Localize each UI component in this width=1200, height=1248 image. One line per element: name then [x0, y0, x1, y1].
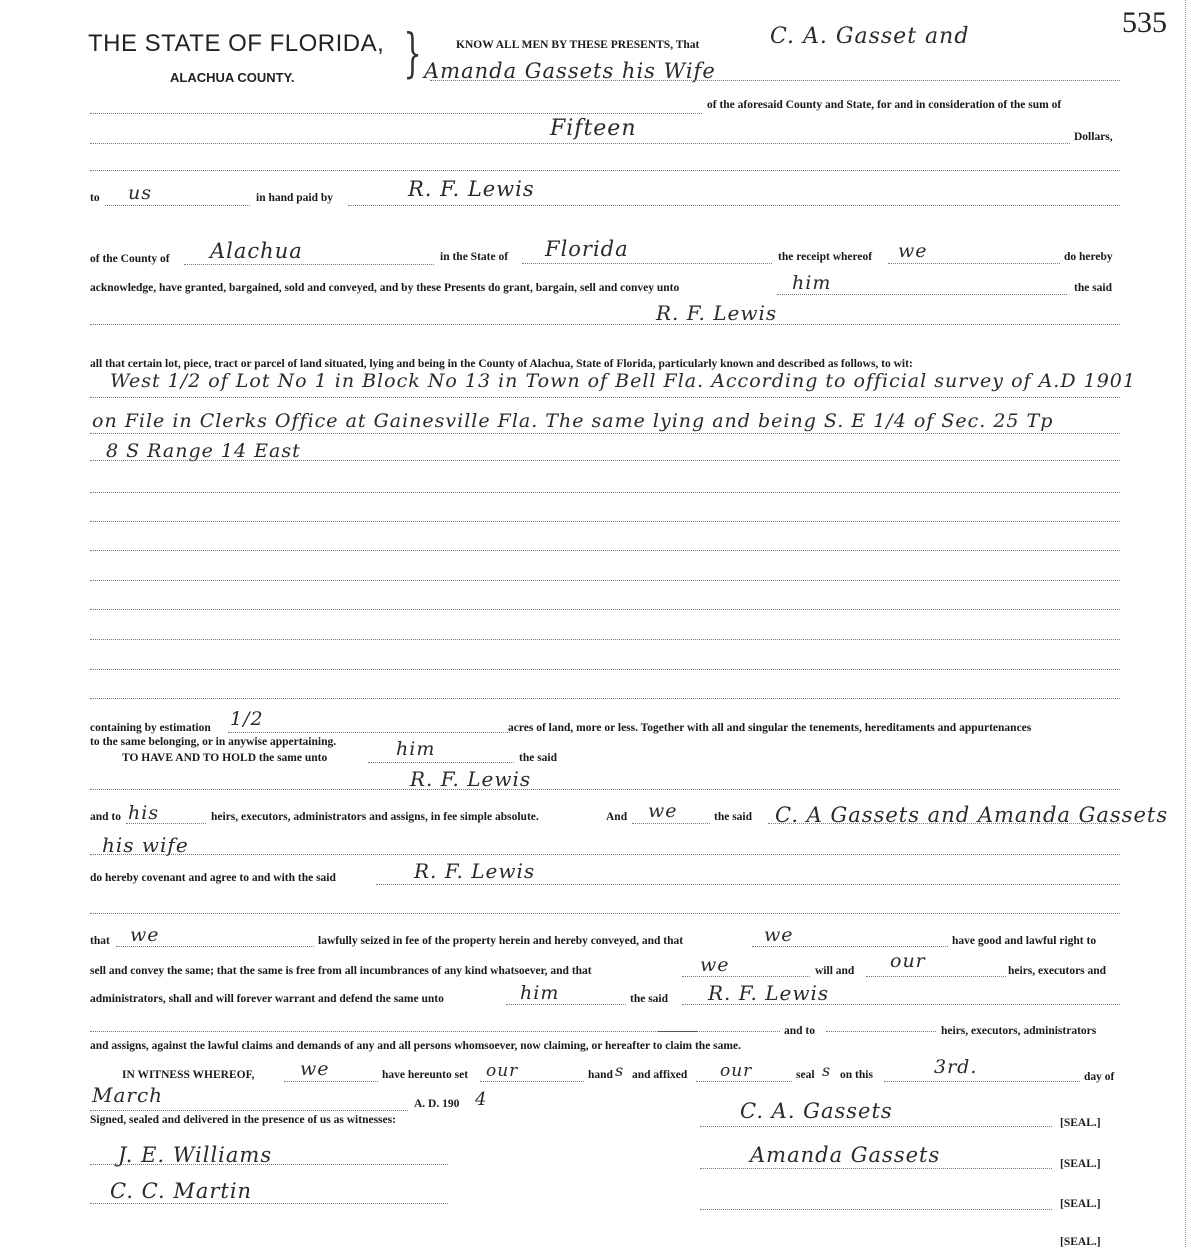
rule [826, 1031, 936, 1032]
hand-label: hand [588, 1069, 613, 1081]
rule [90, 1203, 448, 1204]
on-this-label: on this [840, 1069, 873, 1081]
rule [90, 639, 1120, 640]
rule [768, 823, 1120, 824]
amount-value: Fifteen [550, 116, 637, 141]
rule [90, 550, 1120, 551]
description-intro: all that certain lot, piece, tract or parcel of land situated, lying and being in the County of Alachua, State of Florida, particularly known and described as follows, to wit: [90, 358, 913, 370]
and-to-2-label: and to [784, 1025, 815, 1037]
state-heading: THE STATE OF FLORIDA, [88, 30, 385, 57]
signature-2: Amanda Gassets [750, 1143, 941, 1167]
rule [90, 397, 1120, 398]
rule [126, 823, 206, 824]
rule [90, 1164, 448, 1165]
same-belonging-label: to the same belonging, or in anywise appertaining. [90, 736, 337, 748]
acres-label: acres of land, more or less. Together with all and singular the tenements, hereditaments and appurtenances [508, 722, 1032, 734]
lawfully-seized-label: lawfully seized in fee of the property herein and hereby conveyed, and that [318, 935, 684, 947]
estimation-value: 1/2 [230, 708, 264, 730]
in-witness-label: IN WITNESS WHEREOF, [122, 1069, 255, 1081]
rule [90, 324, 1120, 325]
rule [632, 823, 710, 824]
receipt-label: the receipt whereof [778, 251, 873, 263]
state-label: in the State of [440, 251, 509, 263]
assigns-against-label: and assigns, against the lawful claims and demands of any and all persons whomsoever, now claiming, or hereafter to claim the same. [90, 1040, 741, 1052]
heirs-exec-label: heirs, executors, administrators and assigns, in fee simple absolute. [211, 811, 539, 823]
paid-by-label: in hand paid by [256, 192, 334, 204]
will-and-label: will and [815, 965, 855, 977]
will-our-value: our [890, 950, 926, 972]
day-value: 3rd. [934, 1056, 978, 1078]
have-hold-said-label: the said [519, 752, 558, 764]
witness-2-signature: C. C. Martin [110, 1179, 253, 1203]
county-label: of the County of [90, 253, 170, 265]
to-value: us [128, 182, 152, 204]
brace-glyph: } [403, 24, 422, 84]
have-good-label: have good and lawful right to [952, 935, 1097, 947]
rule [522, 263, 772, 264]
rule [376, 884, 1120, 885]
rule [90, 698, 1120, 699]
rule [90, 460, 1120, 461]
ad-label: A. D. 190 [414, 1098, 460, 1110]
grantor-line-2: Amanda Gassets his Wife [424, 59, 716, 83]
rule [682, 976, 810, 977]
legal-description-1: West 1/2 of Lot No 1 in Block No 13 in Town of Bell Fla. According to official survey of A.D 1901 [110, 370, 1136, 392]
rule [228, 732, 510, 733]
aforesaid-label: of the aforesaid County and State, for and in consideration of the sum of [707, 99, 1062, 111]
rule [90, 433, 1120, 434]
acknowledge-label: acknowledge, have granted, bargained, sold and conveyed, and by these Presents do grant, bargain, sell and convey unto [90, 282, 680, 294]
rule [752, 946, 948, 947]
rule [90, 669, 1120, 670]
rule [116, 946, 314, 947]
affixed-label: and affixed [632, 1069, 688, 1081]
the-said-label: the said [1074, 282, 1113, 294]
covenant-said-value: R. F. Lewis [414, 859, 536, 883]
the-said-3-label: the said [714, 811, 753, 823]
warrant-unto-value: him [520, 982, 560, 1004]
page-number: 535 [1122, 6, 1167, 39]
rule [90, 143, 1070, 144]
have-hold-said-value: R. F. Lewis [410, 767, 532, 791]
containing-label: containing by estimation [90, 722, 211, 734]
month-value: March [92, 1083, 164, 1107]
rule [90, 521, 1120, 522]
seal-1: [SEAL.] [1060, 1117, 1101, 1129]
have-hold-unto: him [396, 738, 436, 760]
rule [90, 913, 1120, 914]
rule [682, 1004, 1120, 1005]
rule [884, 1081, 1080, 1082]
rule [90, 113, 702, 114]
the-said-4-label: the said [630, 993, 669, 1005]
rule [480, 1081, 584, 1082]
have-hereunto-label: have hereunto set [382, 1069, 469, 1081]
affixed-our-value: our [720, 1061, 753, 1081]
administrators-label: administrators, shall and will forever warrant and defend the same unto [90, 993, 444, 1005]
signature-1: C. A. Gassets [740, 1099, 893, 1123]
and-to-label: and to [90, 811, 121, 823]
heirs-exec-admin-label: heirs, executors, administrators [941, 1025, 1097, 1037]
rule [184, 264, 434, 265]
paid-by-value: R. F. Lewis [408, 177, 535, 201]
and-label: And [606, 811, 628, 823]
rule [866, 976, 1006, 977]
to-label: to [90, 192, 100, 204]
know-all-label: KNOW ALL MEN BY THESE PRESENTS, That [456, 39, 700, 51]
rule [90, 854, 1120, 855]
heirs-exec-and-label: heirs, executors and [1008, 965, 1107, 977]
sell-we-value: we [700, 954, 730, 976]
rule [90, 609, 1120, 610]
county-heading: ALACHUA COUNTY. [170, 70, 295, 85]
seal-4: [SEAL.] [1060, 1236, 1101, 1248]
rule [696, 1081, 792, 1082]
rule [700, 1126, 1052, 1127]
year-digit-value: 4 [475, 1089, 488, 1110]
right-margin-rule [1185, 0, 1186, 1247]
rule [700, 1209, 1052, 1210]
legal-description-2: on File in Clerks Office at Gainesville Fla. The same lying and being S. E 1/4 of Sec. 25 Tp [92, 410, 1054, 432]
legal-description-3: 8 S Range 14 East [106, 440, 301, 462]
seal-3: [SEAL.] [1060, 1198, 1101, 1210]
and-that-we-value: we [764, 924, 794, 946]
witness-1-signature: J. E. Williams [118, 1143, 273, 1167]
rule [90, 492, 1120, 493]
state-value: Florida [545, 237, 629, 261]
grantors-said-value: C. A Gassets and Amanda Gassets [775, 803, 1169, 827]
rule [90, 789, 1120, 790]
rule [700, 1168, 1052, 1169]
and-we-value: we [648, 800, 678, 822]
and-to-value: his [128, 802, 160, 824]
rule [348, 205, 1120, 206]
rule [430, 80, 1120, 81]
sell-convey-label: sell and convey the same; that the same is free from all incumbrances of any kind whatsoever, and that [90, 965, 592, 977]
that-we-value: we [130, 924, 160, 946]
unto-value: him [792, 272, 832, 294]
set-our-value: our [486, 1061, 519, 1081]
do-hereby-label: do hereby [1064, 251, 1113, 263]
witness-we-value: we [300, 1058, 330, 1080]
warrant-said-value: R. F. Lewis [708, 981, 830, 1005]
signed-sealed-label: Signed, sealed and delivered in the presence of us as witnesses: [90, 1114, 396, 1126]
dollars-label: Dollars, [1074, 131, 1113, 143]
day-of-label: day of [1084, 1071, 1115, 1083]
rule [368, 762, 514, 763]
county-value: Alachua [210, 239, 303, 263]
grantor-line-1: C. A. Gasset and [770, 24, 970, 49]
hand-s-value: s [615, 1061, 625, 1080]
rule [888, 263, 1060, 264]
rule [777, 294, 1067, 295]
rule [90, 580, 1120, 581]
seal-2: [SEAL.] [1060, 1158, 1101, 1170]
covenant-label: do hereby covenant and agree to and with the said [90, 872, 336, 884]
that-label: that [90, 935, 110, 947]
rule [506, 1004, 626, 1005]
seal-s-value: s [822, 1061, 832, 1080]
rule [284, 1081, 378, 1082]
rule [105, 205, 250, 206]
rule [658, 1031, 698, 1032]
receipt-we: we [898, 240, 928, 262]
rule [90, 1110, 408, 1111]
grantee-value: R. F. Lewis [656, 301, 778, 325]
have-hold-label: TO HAVE AND TO HOLD the same unto [122, 752, 328, 764]
seal-label: seal [796, 1069, 815, 1081]
grantors-said-value-2: his wife [102, 833, 189, 857]
rule [90, 170, 1120, 171]
